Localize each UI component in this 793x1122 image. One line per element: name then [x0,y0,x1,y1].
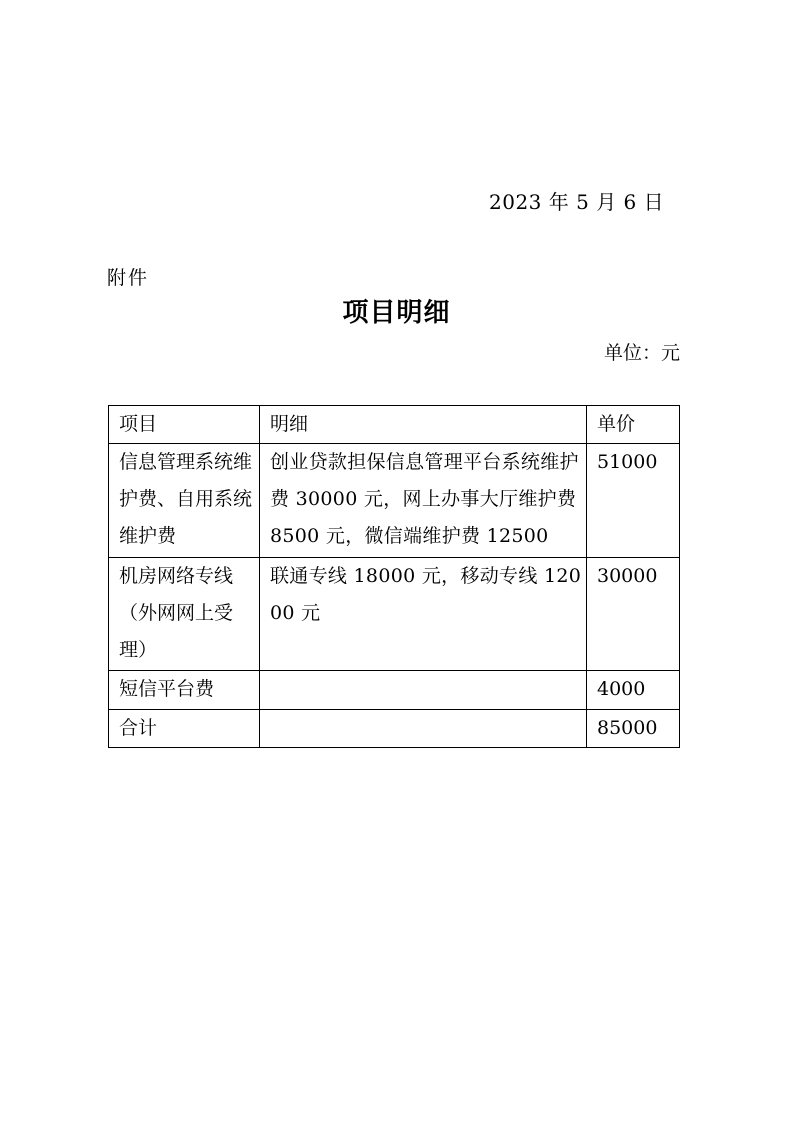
row-price: 85000 [587,710,680,748]
table-row [109,558,680,671]
column-header-detail: 明细 [260,406,587,444]
column-header-item: 项目 [109,406,260,444]
row-item: 机房网络专线（外网网上受理） [109,558,260,671]
row-price: 4000 [587,671,680,710]
row-detail [260,671,587,710]
row-detail [260,710,587,748]
attachment-label: 附件 [107,267,150,289]
table-row [109,444,680,558]
table-header-row [109,406,680,444]
document-date: 2023 年 5 月 6 日 [489,190,665,214]
column-header-price: 单价 [587,406,680,444]
project-detail-table [108,405,680,748]
table-total-row [109,710,680,748]
unit-label: 单位：元 [604,342,681,364]
page-title: 项目明细 [342,298,451,328]
row-detail: 创业贷款担保信息管理平台系统维护费 30000 元，网上办事大厅维护费 8500 元，微信端维护费 12500 [260,444,587,558]
table-row [109,671,680,710]
row-item: 短信平台费 [109,671,260,710]
row-price: 30000 [587,558,680,671]
row-item: 信息管理系统维护费、自用系统维护费 [109,444,260,558]
row-detail: 联通专线 18000 元，移动专线 12000 元 [260,558,587,671]
row-item: 合计 [109,710,260,748]
row-price: 51000 [587,444,680,558]
